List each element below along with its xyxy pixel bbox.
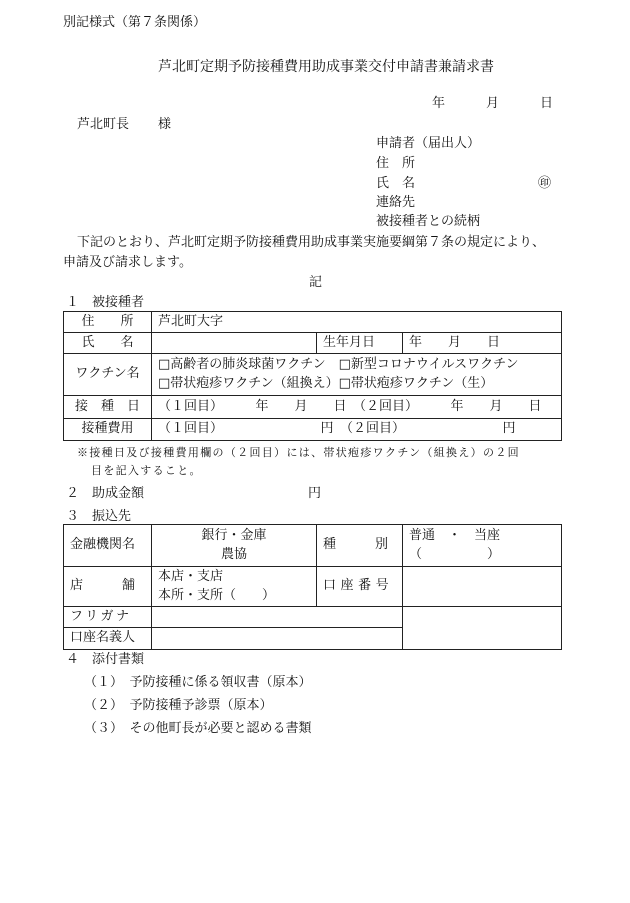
honorific: 様 <box>158 117 172 132</box>
account-type-other[interactable]: （ ） <box>409 546 501 562</box>
attachment-item-2: （２） 予防接種予診票（原本） <box>84 698 273 713</box>
vaccination-cost-field[interactable]: （１回目） 円 （２回目） 円 <box>152 419 562 441</box>
account-type-label: 種 別 <box>317 525 403 567</box>
body-text-line1: 下記のとおり、芦北町定期予防接種費用助成事業実施要綱第７条の規定により、 <box>77 235 546 250</box>
address-label: 住 所 <box>64 312 152 333</box>
account-holder-field[interactable] <box>152 628 403 650</box>
note-line2: 目を記入すること。 <box>91 464 202 477</box>
vaccination-cost-label: 接種費用 <box>64 419 152 441</box>
account-type-options[interactable]: 普通 ・ 当座 <box>409 527 501 543</box>
name-label: 氏 名 <box>64 333 152 354</box>
branch-option-line2[interactable]: 本所・支所（ ） <box>158 587 276 603</box>
document-title: 芦北町定期予防接種費用助成事業交付申請書兼請求書 <box>158 59 494 75</box>
vaccination-date-field[interactable]: （１回目） 年 月 日 （２回目） 年 月 日 <box>152 396 562 419</box>
body-text-line2: 申請及び請求します。 <box>63 255 192 270</box>
furigana-label: フリガナ <box>64 607 152 628</box>
date-year-label: 年 <box>432 96 446 111</box>
applicant-address-label: 住 所 <box>376 156 416 171</box>
bank-suffix-line1: 銀行・金庫 <box>201 527 267 543</box>
applicant-name-label: 氏 名 <box>376 176 416 191</box>
account-number-label: 口座番号 <box>317 567 403 607</box>
applicant-relation-label: 被接種者との続柄 <box>376 214 481 229</box>
ki-label: 記 <box>309 275 323 290</box>
bank-suffix-line2: 農協 <box>220 546 247 562</box>
vaccine-label: ワクチン名 <box>64 354 152 396</box>
bank-name-label: 金融機関名 <box>64 525 152 567</box>
branch-field[interactable] <box>152 567 317 607</box>
date-day-label: 日 <box>540 96 554 111</box>
applicant-heading: 申請者（届出人） <box>376 136 481 151</box>
holder-extra-cell <box>403 607 562 650</box>
account-number-field[interactable] <box>403 567 562 607</box>
seal-mark: ㊞ <box>538 176 552 191</box>
vaccine-options[interactable] <box>152 354 562 396</box>
bank-table <box>63 524 562 650</box>
form-label: 別記様式（第７条関係） <box>63 15 207 30</box>
section2-heading: ２ 助成金額 <box>66 486 145 501</box>
branch-option-line1[interactable]: 本店・支店 <box>158 568 224 584</box>
attachment-item-3: （３） その他町長が必要と認める書類 <box>84 721 312 736</box>
vaccination-date-label: 接 種 日 <box>64 396 152 419</box>
date-month-label: 月 <box>486 96 500 111</box>
vaccine-options-line2[interactable]: □帯状疱疹ワクチン（組換え）□帯状疱疹ワクチン（生） <box>158 375 494 391</box>
recipient-table <box>63 311 562 441</box>
dob-label: 生年月日 <box>317 333 403 354</box>
dob-field[interactable]: 年 月 日 <box>403 333 562 354</box>
applicant-contact-label: 連絡先 <box>376 195 416 210</box>
bank-name-field[interactable] <box>152 525 317 567</box>
section3-heading: ３ 振込先 <box>66 509 132 524</box>
section1-heading: １ 被接種者 <box>66 295 145 310</box>
address-field[interactable]: 芦北町大字 <box>152 312 562 333</box>
account-holder-label: 口座名義人 <box>64 628 152 650</box>
addressee: 芦北町長 <box>77 117 130 132</box>
furigana-field[interactable] <box>152 607 403 628</box>
account-type-field[interactable] <box>403 525 562 567</box>
name-field[interactable] <box>152 333 317 354</box>
vaccine-options-line1[interactable]: □高齢者の肺炎球菌ワクチン □新型コロナウイルスワクチン <box>158 356 519 372</box>
branch-label: 店 舗 <box>64 567 152 607</box>
section4-heading: ４ 添付書類 <box>66 652 145 667</box>
note-line1: ※接種日及び接種費用欄の（２回目）には、帯状疱疹ワクチン（組換え）の２回 <box>77 446 520 459</box>
attachment-item-1: （１） 予防接種に係る領収書（原本） <box>84 675 312 690</box>
subsidy-yen-unit: 円 <box>308 486 322 501</box>
